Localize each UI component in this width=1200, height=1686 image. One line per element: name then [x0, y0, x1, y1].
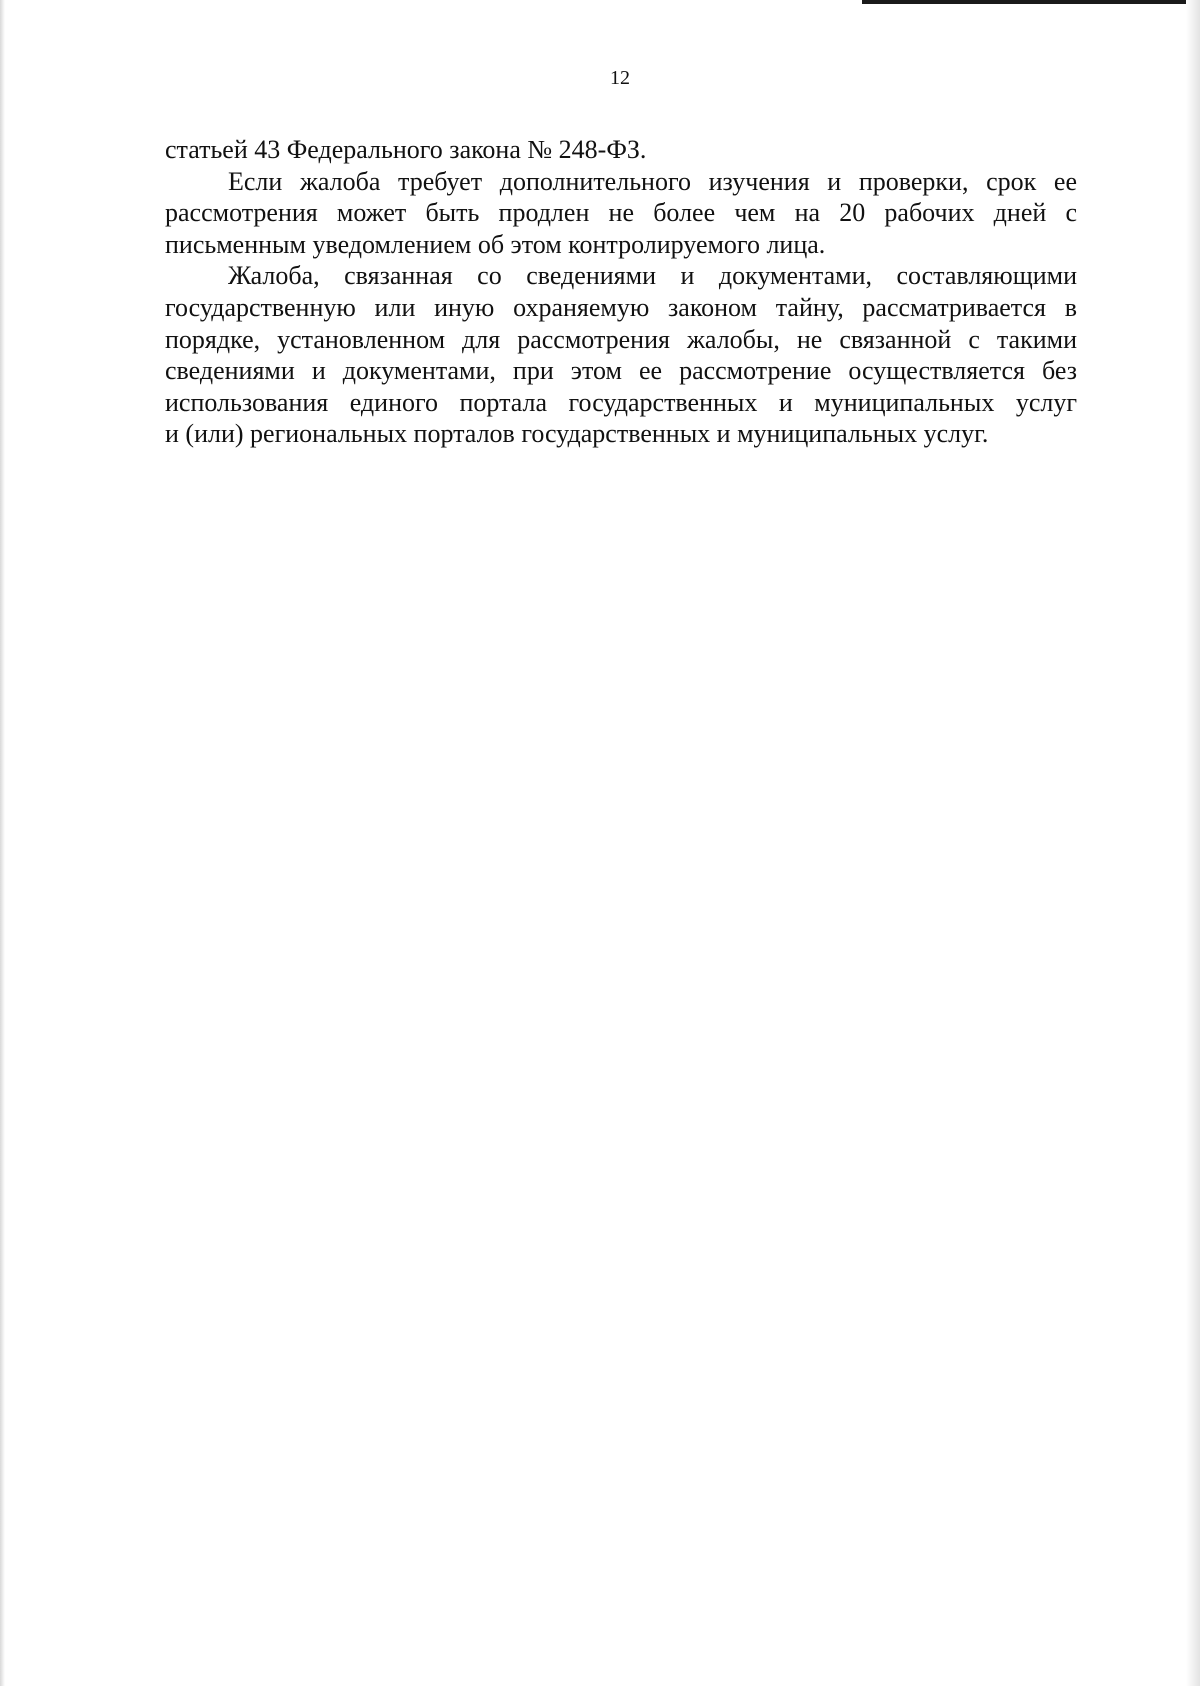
text-line: Жалоба, связанная со сведениями и документами, составляющими	[228, 261, 1077, 291]
page-number: 12	[610, 67, 630, 89]
paragraph	[165, 134, 1077, 166]
paragraph	[165, 166, 1077, 261]
text-line: и (или) региональных порталов государственных и муниципальных услуг.	[165, 419, 989, 449]
scan-edge-line	[862, 0, 1200, 4]
text-line: статьей 43 Федерального закона № 248-ФЗ.	[165, 135, 647, 164]
document-body	[165, 134, 1077, 450]
text-line: использования единого портала государственных и муниципальных услуг	[165, 387, 1077, 417]
text-line: порядке, установленном для рассмотрения жалобы, не связанной с такими	[165, 324, 1077, 354]
text-line: сведениями и документами, при этом ее рассмотрение осуществляется без	[165, 356, 1077, 386]
text-line: письменным уведомлением об этом контролируемого лица.	[165, 229, 826, 259]
paragraph	[165, 260, 1077, 450]
text-line: Если жалоба требует дополнительного изучения и проверки, срок ее	[228, 166, 1077, 196]
text-line: государственную или иную охраняемую законом тайну, рассматривается в	[165, 292, 1077, 322]
scan-left-edge	[0, 0, 5, 1686]
scan-right-edge	[1186, 0, 1200, 1686]
text-line: рассмотрения может быть продлен не более чем на 20 рабочих дней с	[165, 198, 1077, 228]
